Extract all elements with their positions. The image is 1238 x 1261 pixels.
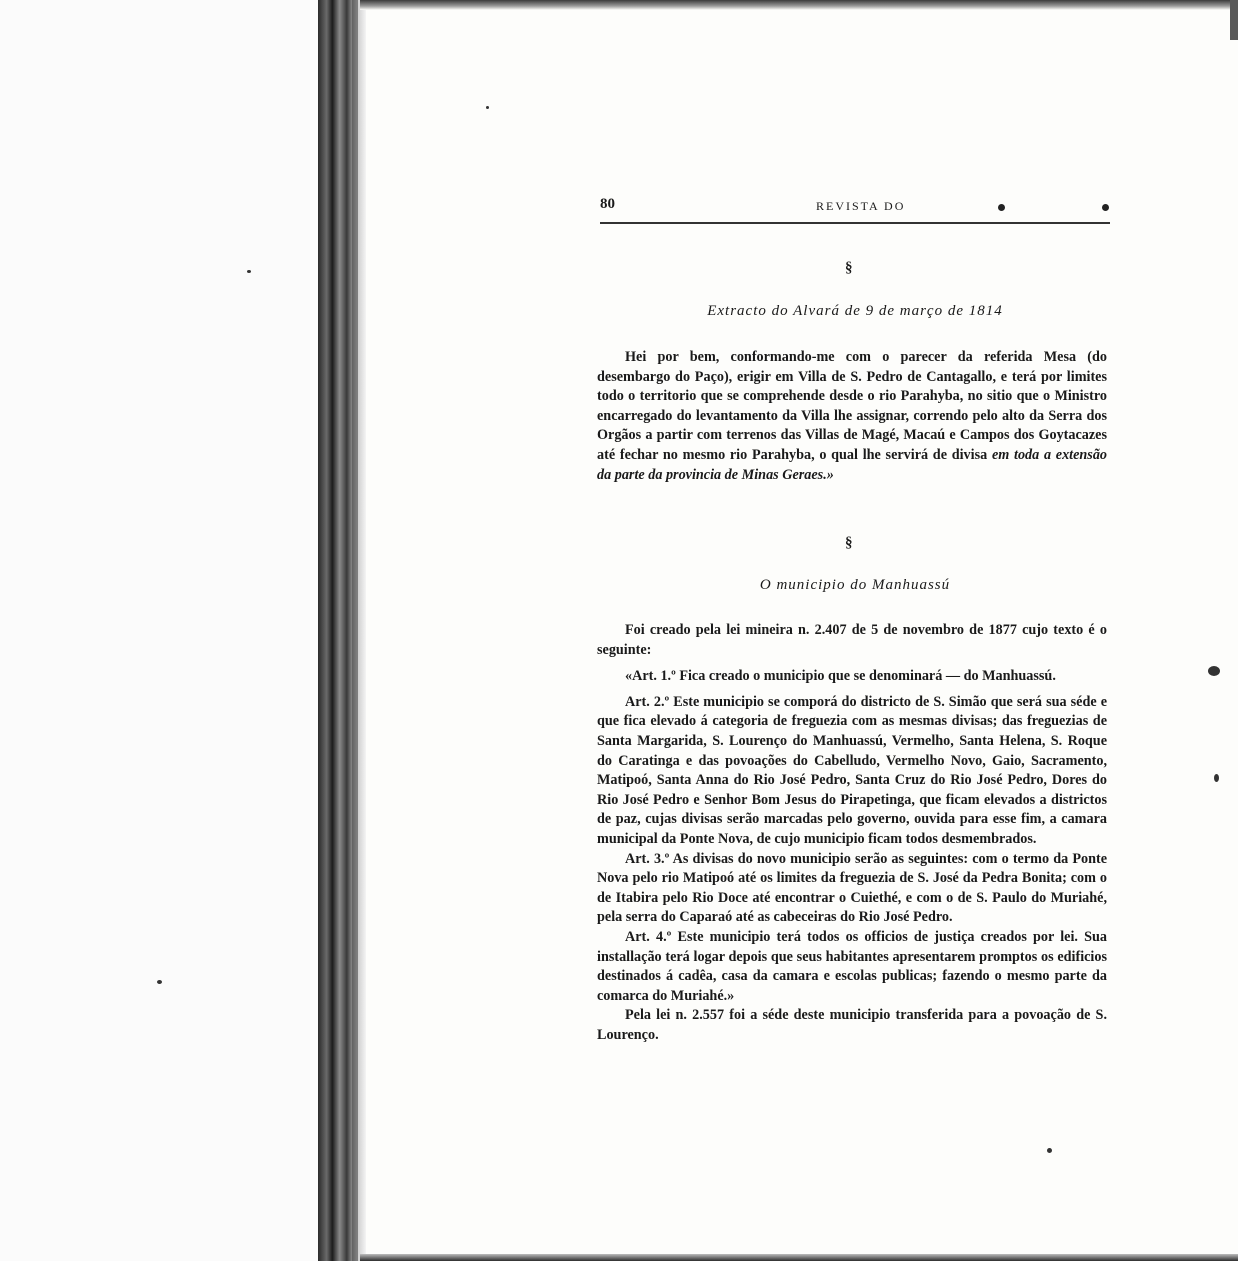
binding-streak	[352, 0, 358, 1261]
running-head	[600, 196, 1110, 218]
section-mark: §	[845, 260, 853, 276]
scan-speck	[247, 270, 251, 273]
scan-speck	[157, 980, 162, 984]
scan-speck	[1208, 666, 1220, 676]
law-article-2: Art. 2.º Este municipio se comporá do districto de S. Simão que será sua séde e que fica elevado á categoria de freguezia com as mesmas divisas; das freguezias de Santa Margarida, S. Lourenço do Manhuassú, Vermelho, Santa Helena, S. Roque do Caratinga e das povoações do Cabelludo, Vermelho Novo, Gaio, Sacramento, Matipoó, Santa Anna do Rio José Pedro, Santa Cruz do Rio José Pedro, Dores do Rio José Pedro e Senhor Bom Jesus do Pirapetinga, que ficam elevados a districtos de paz, cujas divisas serão marcadas pelo governo, ouvida para esse fim, a camara municipal da Ponte Nova, de cujo municipio ficam todos desmembrados.	[597, 693, 1107, 847]
law-article-4: Art. 4.º Este municipio terá todos os officios de justiça creados por lei. Sua installação terá logar depois que seus habitantes apresentarem promptos os edificios destinados á cadêa, casa da camara e escolas publicas; fazendo o mesmo parte da comarca do Muriahé.»	[597, 928, 1107, 1004]
law-intro: Foi creado pela lei mineira n. 2.407 de 5 de novembro de 1877 cujo texto é o seguinte:	[597, 622, 1107, 658]
alvara-extract-paragraph	[597, 348, 1107, 485]
scan-speck	[1214, 774, 1219, 782]
scan-right-edge	[1230, 0, 1238, 40]
scan-bottom-edge	[360, 1254, 1238, 1261]
section-heading-alvara: Extracto do Alvará de 9 de março de 1814	[707, 303, 1003, 319]
header-dot	[998, 204, 1005, 211]
header-rule	[600, 222, 1110, 224]
journal-title: REVISTA DO	[816, 199, 906, 213]
section-mark: §	[845, 535, 853, 551]
scan-top-edge	[360, 0, 1238, 10]
book-binding-shadow	[318, 0, 366, 1261]
scan-speck	[1047, 1148, 1052, 1153]
law-article-1: «Art. 1.º Fica creado o municipio que se denominará — do Manhuassú.	[625, 668, 1056, 685]
section-heading-manhuassu: O municipio do Manhuassú	[759, 577, 951, 593]
law-article-3: Art. 3.º As divisas do novo municipio serão as seguintes: com o termo da Ponte Nova pelo rio Matipoó até os limites da freguezia de S. José da Pedra Bonita; com o de Itabira pelo Rio Doce até encontrar o Cuiethé, e com o de S. Paulo do Muriahé, pela serra do Caparaó até as cabeceiras do Rio José Pedro.	[597, 850, 1107, 926]
law-closing-note: Pela lei n. 2.557 foi a séde deste municipio transferida para a povoação de S. Lourenço.	[597, 1007, 1107, 1043]
alvara-body-italic: em toda a extensão da parte da provincia de Minas Geraes.»	[597, 446, 1108, 483]
alvara-body: Hei por bem, conformando-me com o parecer da referida Mesa (do desembargo do Paço), erigir em Villa de S. Pedro de Cantagallo, e terá por limites todo o territorio que se comprehende desde o rio Parahyba, no sitio que o Ministro encarregado do levantamento da Villa lhe assignar, correndo pelo alto da Serra dos Orgãos a partir com terrenos das Villas de Magé, Macaú e Campos dos Goytacazes até fechar no mesmo rio Parahyba, o qual lhe servirá de divisa	[597, 349, 1107, 463]
header-dot	[1102, 204, 1109, 211]
page-number: 80	[600, 196, 615, 212]
manhuassu-law-text	[597, 621, 1107, 1045]
scan-speck	[486, 106, 489, 109]
facing-page-blank	[0, 0, 318, 1261]
